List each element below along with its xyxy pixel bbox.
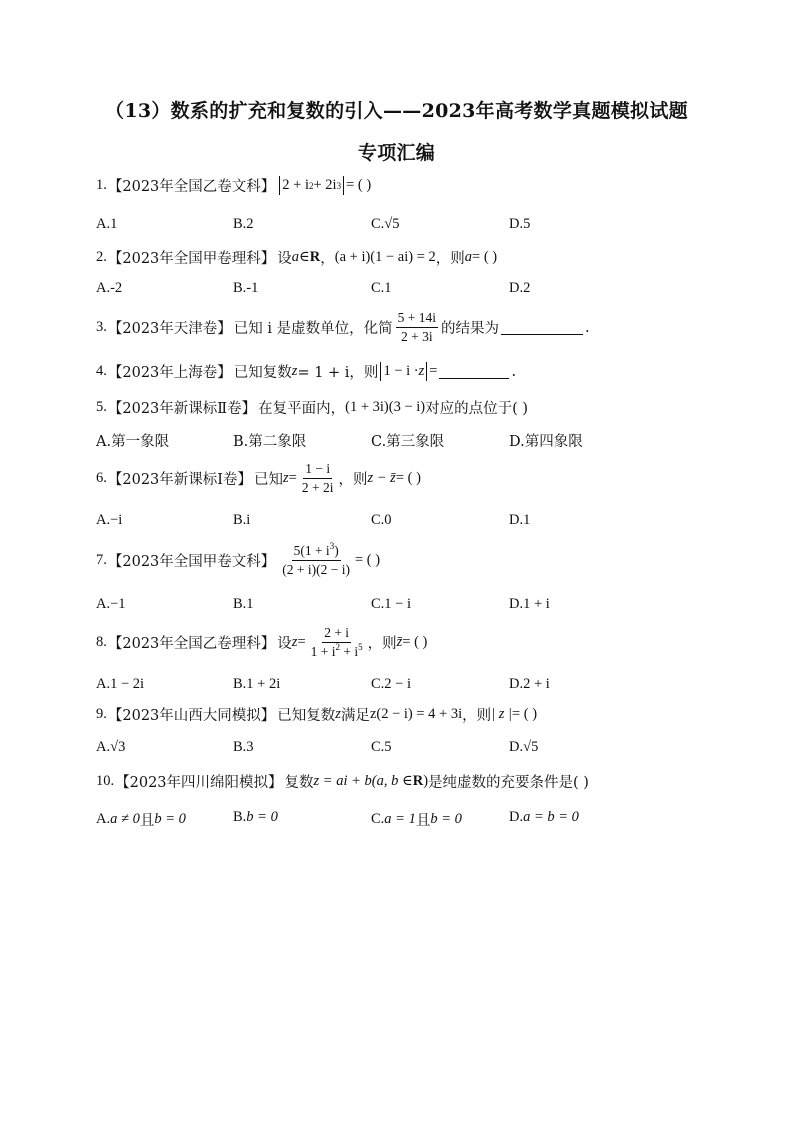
question-8: [96, 625, 733, 660]
question-9: [96, 704, 733, 725]
expr-part: b = 0: [246, 809, 278, 825]
var-z-bar: z̄: [396, 634, 403, 650]
question-3: [96, 310, 733, 345]
exponent: 2: [335, 642, 340, 652]
denominator: 2 + 2i: [301, 480, 334, 495]
question-10: [96, 771, 733, 792]
stem-text: 满足: [340, 708, 370, 724]
stem-text: 已知复数: [277, 708, 336, 724]
expr-part: (1 + 3i)(3 − i): [345, 399, 426, 415]
option-c: [371, 216, 400, 233]
option-a: A.-2: [96, 280, 123, 296]
numerator-part: 5(1 + i: [293, 543, 330, 558]
stem-text: .: [511, 363, 517, 380]
option-label: C.: [371, 216, 385, 232]
question-7: [96, 543, 733, 578]
expr-part: a = b = 0: [523, 809, 579, 825]
question-number: 9.: [96, 706, 107, 722]
options-1: [96, 216, 716, 238]
option-label: A.: [96, 739, 111, 755]
stem-text: ，则: [338, 472, 368, 488]
option-a: [96, 809, 186, 830]
denominator-part: 1 + i: [310, 644, 336, 659]
question-number: 1.: [96, 177, 107, 193]
question-number: 4.: [96, 363, 107, 379]
option-d: [509, 809, 579, 826]
stem-text: 对应的点位于( ): [425, 401, 529, 417]
var-z: z: [291, 363, 298, 379]
expr-part: ∈: [299, 249, 310, 265]
var-z: z: [291, 634, 298, 650]
option-c: [371, 809, 462, 830]
question-number: 8.: [96, 634, 107, 650]
question-number: 5.: [96, 399, 107, 415]
numerator-part: ): [334, 543, 339, 558]
stem-text: ，则: [367, 636, 397, 652]
option-label: A.: [96, 811, 111, 827]
option-d: D.第四象限: [509, 434, 583, 450]
expr-part: =: [297, 634, 306, 650]
exponent: 5: [358, 642, 363, 652]
option-c: C.1: [371, 280, 392, 296]
option-label: C.: [371, 811, 385, 827]
option-d: [509, 739, 538, 756]
expr-part: = ( ): [402, 634, 428, 650]
expr-part: =: [429, 363, 438, 379]
option-b: B.3: [233, 739, 254, 755]
numerator: 1 − i: [303, 461, 332, 479]
option-d: D.5: [509, 216, 531, 232]
var-a: a: [464, 249, 473, 265]
stem-text: 在复平面内，: [258, 401, 346, 417]
expr-part: z(2 − i) = 4 + 3i: [369, 706, 463, 722]
stem-text: = 1 + i，则: [297, 365, 379, 381]
question-2: [96, 247, 733, 268]
option-d: D.2 + i: [509, 676, 550, 692]
option-c: C.0: [371, 512, 392, 528]
stem-text: ，则: [462, 708, 492, 724]
options-9: [96, 739, 716, 761]
question-number: 3.: [96, 319, 107, 335]
var-z: z: [418, 363, 425, 379]
sqrt-value: √5: [384, 216, 400, 232]
option-c: C.2 − i: [371, 676, 412, 692]
expr-part: (a + i)(1 − ai) = 2: [334, 249, 436, 265]
fraction: [396, 310, 438, 345]
numerator: 2 + i: [322, 625, 351, 643]
option-c: C.1 − i: [371, 596, 412, 612]
question-number: 2.: [96, 249, 107, 265]
expr-part: b = 0: [154, 811, 186, 827]
option-label: D.: [509, 739, 524, 755]
option-b: B.2: [233, 216, 254, 232]
expr-part: + 2i: [313, 177, 337, 193]
option-text: 且: [415, 813, 431, 829]
option-b: [233, 809, 278, 826]
denominator: [309, 643, 365, 660]
question-4: [96, 361, 733, 382]
question-source: 【2023年新课标Ⅰ卷】: [107, 472, 253, 488]
options-5: [96, 430, 716, 452]
fraction: [300, 461, 336, 496]
question-source: 【2023年全国乙卷理科】: [107, 636, 276, 652]
question-5: [96, 397, 733, 418]
expr-part: = ( ): [355, 552, 381, 568]
stem-text: ，则: [435, 251, 465, 267]
option-a: A.1: [96, 216, 118, 232]
option-d: D.2: [509, 280, 531, 296]
option-a: A.第一象限: [96, 434, 170, 450]
abs-bar-right: [426, 362, 427, 381]
expr-part: 2 + i: [282, 177, 309, 193]
abs-bar-right: [343, 176, 344, 195]
numerator: [292, 543, 341, 561]
expr-part: 1 − i ·: [383, 363, 419, 379]
question-number: 7.: [96, 552, 107, 568]
expr-part: = ( ): [472, 249, 498, 265]
option-d: D.1: [509, 512, 531, 528]
option-b: B.i: [233, 512, 251, 528]
expr-part: ): [423, 773, 429, 789]
sqrt-value: √5: [523, 739, 539, 755]
option-a: [96, 739, 125, 756]
option-label: B.: [233, 809, 247, 825]
answer-blank: [501, 320, 583, 335]
option-b: B.第二象限: [233, 434, 307, 450]
exponent: 3: [329, 541, 335, 551]
fraction: [309, 625, 365, 660]
denominator-part: + i: [340, 644, 359, 659]
options-6: [96, 512, 716, 534]
option-a: A.−i: [96, 512, 123, 528]
expr-part: b = 0: [430, 811, 462, 827]
stem-text: 设: [277, 636, 292, 652]
question-source: 【2023年新课标Ⅱ卷】: [107, 401, 257, 417]
options-7: [96, 596, 716, 618]
stem-text: 复数: [284, 775, 314, 791]
question-6: [96, 461, 733, 496]
document-title: （13）数系的扩充和复数的引入——2023年高考数学真题模拟试题: [105, 100, 688, 122]
stem-text: 设: [277, 251, 292, 267]
fraction: [280, 543, 352, 578]
set-r: R: [412, 773, 424, 789]
denominator: (2 + i)(2 − i): [282, 562, 350, 577]
options-10: [96, 809, 716, 831]
question-source: 【2023年全国甲卷理科】: [107, 251, 276, 267]
set-r: R: [309, 249, 321, 265]
stem-text: ，: [320, 251, 335, 267]
option-c: C.5: [371, 739, 392, 755]
option-b: B.1: [233, 596, 254, 612]
option-a: A.1 − 2i: [96, 676, 145, 692]
stem-text: 的结果为: [441, 321, 500, 337]
stem-text: 已知复数: [233, 365, 292, 381]
expr-part: z = ai + b: [313, 773, 372, 789]
option-b: B.-1: [233, 280, 259, 296]
expr-part: (a, b ∈: [371, 773, 413, 789]
options-8: [96, 676, 716, 698]
document-subtitle: 专项汇编: [357, 142, 436, 164]
var-a: a: [291, 249, 300, 265]
options-2: [96, 280, 716, 302]
option-label: D.: [509, 809, 524, 825]
option-d: D.1 + i: [509, 596, 550, 612]
expr-part: = ( ): [512, 706, 538, 722]
abs-bar-left: [380, 362, 381, 381]
abs-bar-left: [279, 176, 280, 195]
sqrt-value: √3: [110, 739, 126, 755]
expr-part: = ( ): [395, 470, 421, 486]
question-source: 【2023年山西大同模拟】: [107, 708, 276, 724]
option-text: 且: [139, 813, 155, 829]
stem-text: 是纯虚数的充要条件是( ): [428, 775, 589, 791]
stem-text: 已知: [254, 472, 284, 488]
option-c: C.第三象限: [371, 434, 445, 450]
var-z: z: [283, 470, 289, 486]
abs-z: | z |: [491, 706, 512, 722]
stem-text: .: [585, 319, 590, 336]
answer-blank: [439, 364, 509, 379]
expr-part: z − z̄: [367, 470, 396, 486]
question-source: 【2023年全国甲卷文科】: [107, 554, 276, 570]
expr-part: a = 1: [384, 811, 416, 827]
question-source: 【2023年全国乙卷文科】: [107, 179, 276, 195]
option-b: B.1 + 2i: [233, 676, 281, 692]
expr-part: = ( ): [346, 177, 372, 193]
question-source: 【2023年上海卷】: [107, 365, 232, 381]
denominator: 2 + 3i: [401, 329, 433, 344]
question-source: 【2023年天津卷】: [107, 321, 232, 337]
var-z: z: [335, 706, 341, 722]
expr-part: =: [288, 470, 297, 486]
question-1: 1. 【2023年全国乙卷文科】 2 + i 2 + 2i 3 = ( ): [96, 177, 372, 195]
question-number: 6.: [96, 470, 107, 486]
expr-part: a ≠ 0: [110, 811, 140, 827]
question-source: 【2023年四川绵阳模拟】: [115, 775, 283, 791]
stem-text: 已知 i 是虚数单位，化简: [233, 321, 393, 337]
option-a: A.−1: [96, 596, 126, 612]
question-number: 10.: [96, 773, 115, 789]
numerator: 5 + 14i: [396, 310, 438, 328]
